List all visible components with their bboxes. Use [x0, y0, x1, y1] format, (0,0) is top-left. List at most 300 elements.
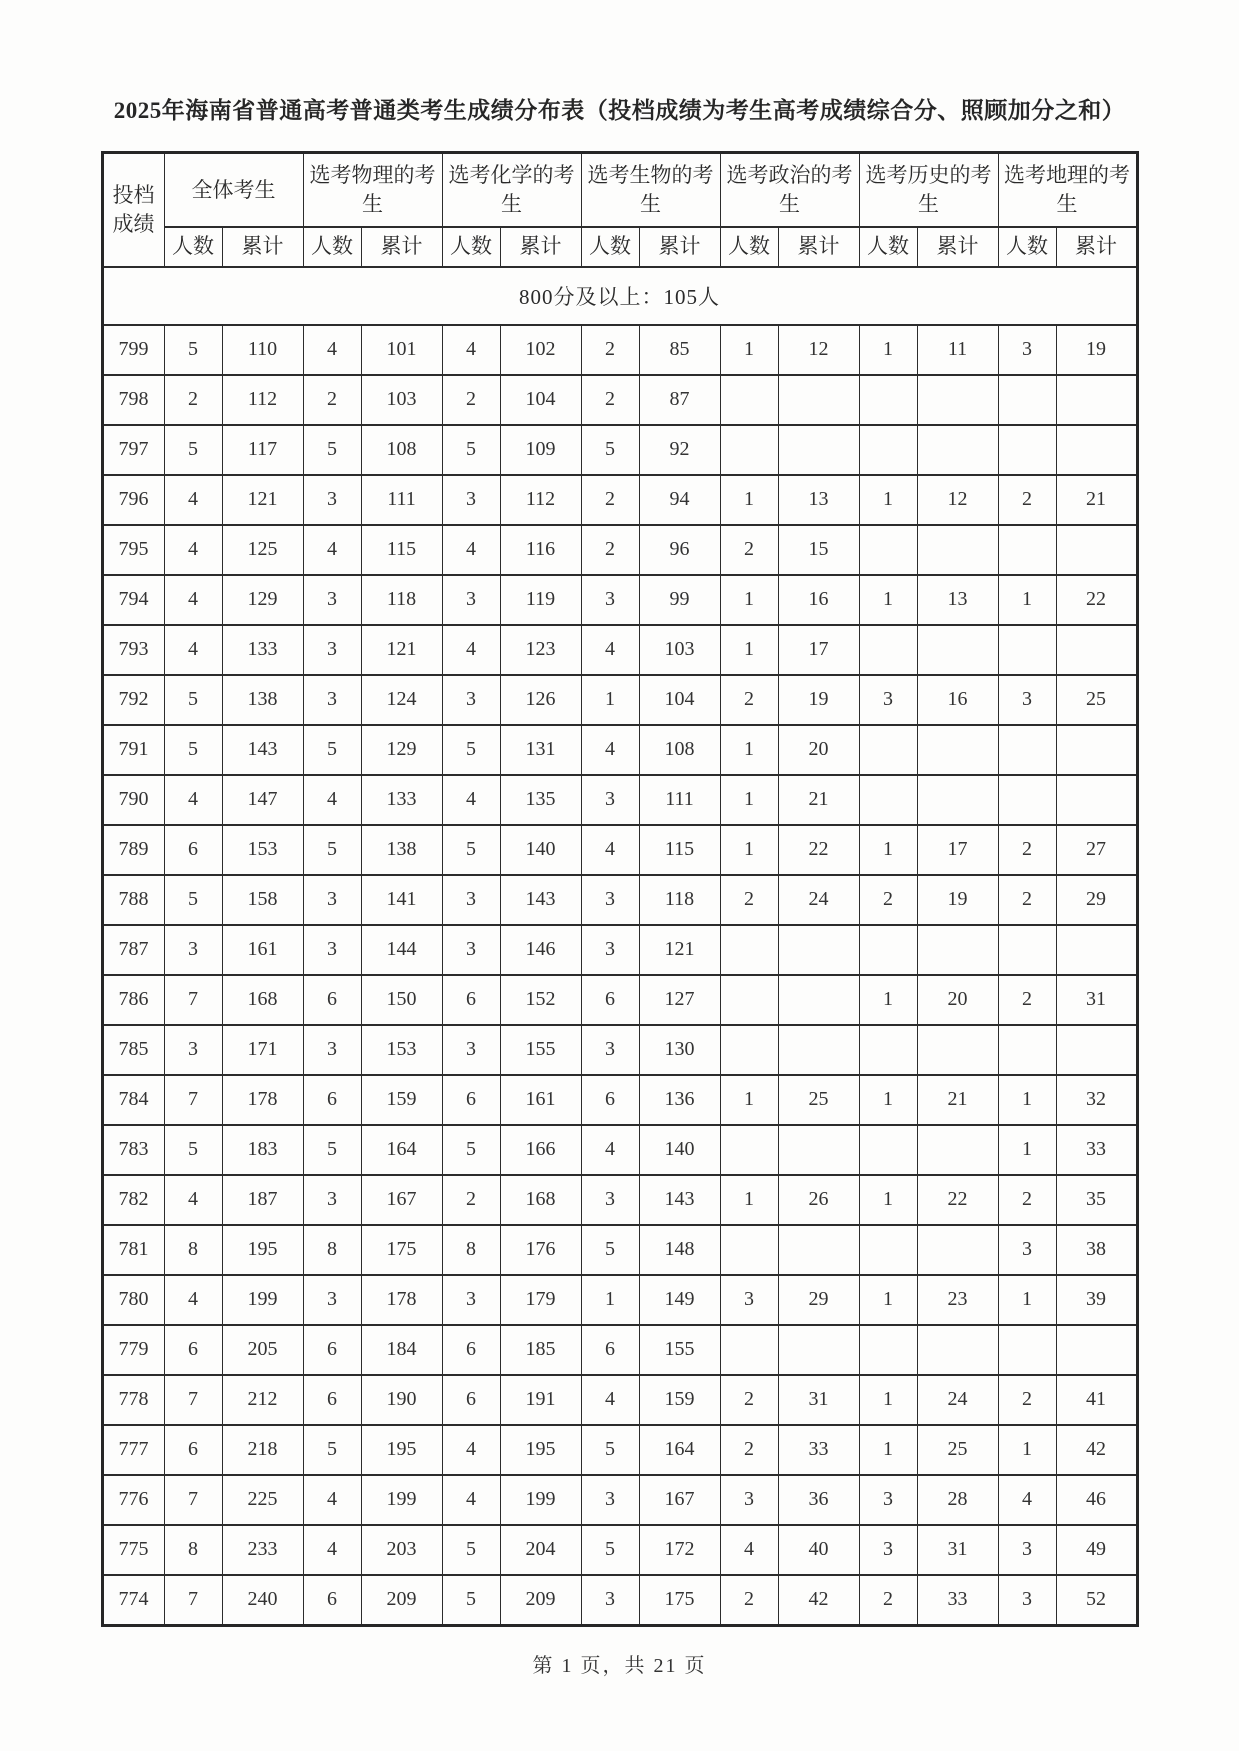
cumulative-cell: 121 [639, 925, 720, 975]
count-cell: 3 [581, 1475, 639, 1525]
cumulative-cell: 153 [361, 1025, 442, 1075]
subheader-count: 人数 [998, 227, 1056, 267]
count-cell: 2 [720, 1425, 778, 1475]
score-row [102, 1275, 1137, 1325]
cumulative-cell [1056, 775, 1137, 825]
cumulative-cell: 123 [500, 625, 581, 675]
cumulative-cell: 144 [361, 925, 442, 975]
page-number-footer: 第 1 页，共 21 页 [532, 1654, 707, 1677]
count-cell: 6 [581, 1325, 639, 1375]
cumulative-cell: 25 [778, 1075, 859, 1125]
count-cell: 3 [998, 1225, 1056, 1275]
count-cell: 5 [303, 825, 361, 875]
cumulative-cell: 155 [639, 1325, 720, 1375]
cumulative-cell: 15 [778, 525, 859, 575]
score-row [102, 1325, 1137, 1375]
count-cell: 2 [998, 1175, 1056, 1225]
subheader-count: 人数 [164, 227, 222, 267]
count-cell [998, 625, 1056, 675]
cumulative-cell: 24 [917, 1375, 998, 1425]
cumulative-cell: 119 [500, 575, 581, 625]
count-cell: 1 [859, 325, 917, 375]
score-row [102, 1225, 1137, 1275]
score-row [102, 625, 1137, 675]
count-cell: 2 [581, 325, 639, 375]
count-cell: 4 [164, 625, 222, 675]
cumulative-cell: 118 [639, 875, 720, 925]
cumulative-cell [917, 1225, 998, 1275]
count-cell: 4 [442, 775, 500, 825]
cumulative-cell: 112 [500, 475, 581, 525]
cumulative-cell [1056, 1325, 1137, 1375]
cumulative-cell: 87 [639, 375, 720, 425]
header-score-column: 投档成绩 [102, 153, 164, 267]
count-cell: 1 [720, 725, 778, 775]
count-cell: 1 [859, 1375, 917, 1425]
count-cell: 6 [581, 975, 639, 1025]
cumulative-cell: 39 [1056, 1275, 1137, 1325]
count-cell: 2 [998, 875, 1056, 925]
cumulative-cell: 46 [1056, 1475, 1137, 1525]
cumulative-cell: 111 [639, 775, 720, 825]
count-cell [720, 1325, 778, 1375]
score-row [102, 575, 1137, 625]
count-cell: 3 [581, 1025, 639, 1075]
subheader-cumulative: 累计 [639, 227, 720, 267]
cumulative-cell: 102 [500, 325, 581, 375]
cumulative-cell: 12 [917, 475, 998, 525]
count-cell: 4 [164, 475, 222, 525]
score-row [102, 1075, 1137, 1125]
score-cell: 777 [102, 1425, 164, 1475]
count-cell: 4 [442, 325, 500, 375]
count-cell: 4 [442, 525, 500, 575]
cumulative-cell: 52 [1056, 1575, 1137, 1626]
cumulative-cell: 22 [917, 1175, 998, 1225]
count-cell: 5 [442, 1575, 500, 1626]
cumulative-cell: 209 [500, 1575, 581, 1626]
score-row [102, 1025, 1137, 1075]
count-cell: 4 [720, 1525, 778, 1575]
cumulative-cell: 150 [361, 975, 442, 1025]
cumulative-cell: 111 [361, 475, 442, 525]
cumulative-cell: 104 [500, 375, 581, 425]
cumulative-cell [778, 1325, 859, 1375]
score-row [102, 375, 1137, 425]
count-cell: 4 [303, 325, 361, 375]
cumulative-cell: 42 [1056, 1425, 1137, 1475]
count-cell: 5 [581, 1425, 639, 1475]
table-body [102, 267, 1137, 1626]
count-cell: 1 [720, 1175, 778, 1225]
cumulative-cell [1056, 525, 1137, 575]
count-cell: 4 [581, 625, 639, 675]
count-cell: 2 [998, 825, 1056, 875]
cumulative-cell [778, 425, 859, 475]
cumulative-cell: 168 [222, 975, 303, 1025]
cumulative-cell: 24 [778, 875, 859, 925]
cumulative-cell: 12 [778, 325, 859, 375]
cumulative-cell: 35 [1056, 1175, 1137, 1225]
count-cell: 4 [164, 775, 222, 825]
count-cell: 4 [164, 525, 222, 575]
cumulative-cell: 225 [222, 1475, 303, 1525]
count-cell: 3 [164, 1025, 222, 1075]
cumulative-cell: 158 [222, 875, 303, 925]
cumulative-cell [778, 1125, 859, 1175]
score-cell: 782 [102, 1175, 164, 1225]
count-cell: 4 [581, 1375, 639, 1425]
count-cell: 2 [164, 375, 222, 425]
cumulative-cell: 27 [1056, 825, 1137, 875]
cumulative-cell: 21 [778, 775, 859, 825]
subheader-count: 人数 [859, 227, 917, 267]
count-cell: 4 [303, 1475, 361, 1525]
cumulative-cell: 204 [500, 1525, 581, 1575]
cumulative-cell: 183 [222, 1125, 303, 1175]
cumulative-cell: 21 [1056, 475, 1137, 525]
cumulative-cell: 146 [500, 925, 581, 975]
count-cell [998, 375, 1056, 425]
count-cell: 3 [581, 1175, 639, 1225]
cumulative-cell [778, 375, 859, 425]
score-row [102, 825, 1137, 875]
count-cell: 1 [720, 775, 778, 825]
cumulative-cell: 149 [639, 1275, 720, 1325]
score-row [102, 1525, 1137, 1575]
score-row [102, 475, 1137, 525]
score-cell: 788 [102, 875, 164, 925]
count-cell [859, 375, 917, 425]
score-cell: 793 [102, 625, 164, 675]
cumulative-cell: 199 [361, 1475, 442, 1525]
cumulative-cell: 171 [222, 1025, 303, 1075]
subheader-count: 人数 [581, 227, 639, 267]
cumulative-cell: 141 [361, 875, 442, 925]
count-cell: 4 [303, 775, 361, 825]
score-row [102, 325, 1137, 375]
cumulative-cell: 22 [778, 825, 859, 875]
count-cell: 3 [303, 925, 361, 975]
count-cell: 3 [303, 875, 361, 925]
cumulative-cell: 117 [222, 425, 303, 475]
cumulative-cell: 129 [361, 725, 442, 775]
cumulative-cell [778, 925, 859, 975]
cumulative-cell: 185 [500, 1325, 581, 1375]
cumulative-cell: 103 [361, 375, 442, 425]
count-cell: 1 [581, 675, 639, 725]
table-header [102, 153, 1137, 267]
count-cell: 6 [303, 1575, 361, 1626]
cumulative-cell: 153 [222, 825, 303, 875]
cumulative-cell: 178 [222, 1075, 303, 1125]
count-cell: 4 [581, 725, 639, 775]
count-cell: 2 [581, 475, 639, 525]
cumulative-cell [1056, 725, 1137, 775]
cumulative-cell: 195 [500, 1425, 581, 1475]
count-cell: 6 [164, 1325, 222, 1375]
cumulative-cell: 17 [917, 825, 998, 875]
cumulative-cell: 167 [639, 1475, 720, 1525]
count-cell: 3 [303, 475, 361, 525]
cumulative-cell: 184 [361, 1325, 442, 1375]
cumulative-cell: 129 [222, 575, 303, 625]
cumulative-cell: 175 [361, 1225, 442, 1275]
cumulative-cell [917, 625, 998, 675]
score-row [102, 775, 1137, 825]
count-cell: 4 [581, 825, 639, 875]
count-cell: 2 [581, 375, 639, 425]
count-cell: 7 [164, 1475, 222, 1525]
cumulative-cell: 41 [1056, 1375, 1137, 1425]
score-cell: 792 [102, 675, 164, 725]
cumulative-cell: 22 [1056, 575, 1137, 625]
cumulative-cell: 133 [361, 775, 442, 825]
cumulative-cell [917, 925, 998, 975]
cumulative-cell [1056, 375, 1137, 425]
count-cell [859, 925, 917, 975]
score-cell: 785 [102, 1025, 164, 1075]
count-cell: 6 [303, 1375, 361, 1425]
count-cell: 1 [859, 1075, 917, 1125]
count-cell: 1 [859, 975, 917, 1025]
count-cell: 5 [442, 1125, 500, 1175]
count-cell [720, 975, 778, 1025]
count-cell: 1 [859, 575, 917, 625]
cumulative-cell [1056, 925, 1137, 975]
count-cell [998, 775, 1056, 825]
cumulative-cell: 29 [1056, 875, 1137, 925]
score-row [102, 925, 1137, 975]
count-cell: 1 [720, 1075, 778, 1125]
count-cell: 1 [998, 575, 1056, 625]
cumulative-cell: 49 [1056, 1525, 1137, 1575]
count-cell: 3 [720, 1475, 778, 1525]
count-cell: 8 [442, 1225, 500, 1275]
score-row [102, 875, 1137, 925]
cumulative-cell: 25 [917, 1425, 998, 1475]
count-cell: 5 [442, 1525, 500, 1575]
count-cell [859, 1125, 917, 1175]
count-cell [720, 425, 778, 475]
subheader-cumulative: 累计 [500, 227, 581, 267]
score-cell: 774 [102, 1575, 164, 1626]
count-cell: 2 [998, 975, 1056, 1025]
cumulative-cell: 166 [500, 1125, 581, 1175]
score-cell: 778 [102, 1375, 164, 1425]
score-cell: 798 [102, 375, 164, 425]
score-cell: 797 [102, 425, 164, 475]
cumulative-cell: 240 [222, 1575, 303, 1626]
cumulative-cell: 116 [500, 525, 581, 575]
count-cell: 3 [581, 925, 639, 975]
subheader-count: 人数 [720, 227, 778, 267]
count-cell: 3 [303, 1275, 361, 1325]
cumulative-cell: 147 [222, 775, 303, 825]
count-cell [998, 1325, 1056, 1375]
cumulative-cell [917, 775, 998, 825]
count-cell [998, 1025, 1056, 1075]
cumulative-cell: 104 [639, 675, 720, 725]
cumulative-cell: 36 [778, 1475, 859, 1525]
cumulative-cell: 33 [778, 1425, 859, 1475]
count-cell [859, 1325, 917, 1375]
cumulative-cell: 135 [500, 775, 581, 825]
score-cell: 789 [102, 825, 164, 875]
count-cell: 3 [442, 675, 500, 725]
cumulative-cell: 115 [639, 825, 720, 875]
count-cell: 3 [442, 1275, 500, 1325]
count-cell [720, 1125, 778, 1175]
count-cell: 3 [998, 1525, 1056, 1575]
count-cell [859, 775, 917, 825]
score-cell: 776 [102, 1475, 164, 1525]
cumulative-cell: 187 [222, 1175, 303, 1225]
cumulative-cell: 103 [639, 625, 720, 675]
cumulative-cell: 31 [778, 1375, 859, 1425]
cumulative-cell [917, 525, 998, 575]
count-cell: 6 [581, 1075, 639, 1125]
count-cell: 2 [303, 375, 361, 425]
score-cell: 794 [102, 575, 164, 625]
count-cell: 5 [303, 1125, 361, 1175]
cumulative-cell: 125 [222, 525, 303, 575]
cumulative-cell: 110 [222, 325, 303, 375]
count-cell: 3 [442, 875, 500, 925]
score-cell: 775 [102, 1525, 164, 1575]
cumulative-cell: 199 [500, 1475, 581, 1525]
cumulative-cell [917, 725, 998, 775]
cumulative-cell: 25 [1056, 675, 1137, 725]
cumulative-cell: 175 [639, 1575, 720, 1626]
cumulative-cell: 40 [778, 1525, 859, 1575]
score-cell: 784 [102, 1075, 164, 1125]
cumulative-cell: 92 [639, 425, 720, 475]
cumulative-cell: 96 [639, 525, 720, 575]
count-cell [859, 725, 917, 775]
cumulative-cell: 133 [222, 625, 303, 675]
count-cell: 8 [164, 1525, 222, 1575]
count-cell: 3 [442, 475, 500, 525]
count-cell: 6 [303, 1075, 361, 1125]
count-cell: 1 [998, 1425, 1056, 1475]
count-cell: 2 [720, 675, 778, 725]
header-group-biology: 选考生物的考生 [581, 153, 720, 227]
cumulative-cell: 28 [917, 1475, 998, 1525]
cumulative-cell: 121 [222, 475, 303, 525]
header-group-all-candidates: 全体考生 [164, 153, 303, 227]
score-cell: 795 [102, 525, 164, 575]
count-cell: 4 [442, 625, 500, 675]
count-cell [720, 375, 778, 425]
score-row [102, 425, 1137, 475]
cumulative-cell: 164 [361, 1125, 442, 1175]
count-cell: 1 [581, 1275, 639, 1325]
subheader-cumulative: 累计 [222, 227, 303, 267]
score-row [102, 1125, 1137, 1175]
cumulative-cell: 168 [500, 1175, 581, 1225]
count-cell: 1 [998, 1125, 1056, 1175]
cumulative-cell [917, 1325, 998, 1375]
cumulative-cell [917, 1025, 998, 1075]
cumulative-cell: 199 [222, 1275, 303, 1325]
count-cell: 5 [581, 1525, 639, 1575]
count-cell: 1 [720, 325, 778, 375]
count-cell [859, 625, 917, 675]
count-cell: 3 [998, 325, 1056, 375]
cumulative-cell: 203 [361, 1525, 442, 1575]
count-cell: 3 [859, 675, 917, 725]
count-cell: 1 [859, 475, 917, 525]
subheader-count: 人数 [442, 227, 500, 267]
count-cell [998, 725, 1056, 775]
score-cell: 780 [102, 1275, 164, 1325]
count-cell: 5 [581, 1225, 639, 1275]
count-cell [859, 1025, 917, 1075]
count-cell: 3 [859, 1475, 917, 1525]
cumulative-cell [778, 1225, 859, 1275]
count-cell: 5 [303, 425, 361, 475]
cumulative-cell: 112 [222, 375, 303, 425]
count-cell: 7 [164, 975, 222, 1025]
cumulative-cell: 172 [639, 1525, 720, 1575]
cumulative-cell: 16 [778, 575, 859, 625]
group-header-row [102, 153, 1137, 227]
cumulative-cell: 152 [500, 975, 581, 1025]
count-cell: 5 [164, 425, 222, 475]
score-row [102, 525, 1137, 575]
count-cell: 3 [303, 575, 361, 625]
cumulative-cell [917, 1125, 998, 1175]
cumulative-cell: 167 [361, 1175, 442, 1225]
cumulative-cell: 16 [917, 675, 998, 725]
subheader-cumulative: 累计 [778, 227, 859, 267]
count-cell: 2 [859, 1575, 917, 1626]
count-cell: 5 [303, 1425, 361, 1475]
count-cell: 3 [303, 1175, 361, 1225]
count-cell: 3 [581, 775, 639, 825]
cumulative-cell: 101 [361, 325, 442, 375]
score-row [102, 1425, 1137, 1475]
subheader-cumulative: 累计 [361, 227, 442, 267]
sub-header-row [102, 227, 1137, 267]
cumulative-cell: 32 [1056, 1075, 1137, 1125]
count-cell: 6 [442, 975, 500, 1025]
score-cell: 781 [102, 1225, 164, 1275]
count-cell: 1 [859, 825, 917, 875]
count-cell [720, 1025, 778, 1075]
cumulative-cell [1056, 625, 1137, 675]
score-cell: 791 [102, 725, 164, 775]
count-cell: 4 [164, 1175, 222, 1225]
score-cell: 796 [102, 475, 164, 525]
count-cell: 2 [720, 525, 778, 575]
cumulative-cell: 143 [639, 1175, 720, 1225]
count-cell [998, 425, 1056, 475]
cumulative-cell: 29 [778, 1275, 859, 1325]
cumulative-cell: 143 [222, 725, 303, 775]
count-cell: 6 [303, 975, 361, 1025]
cumulative-cell: 138 [222, 675, 303, 725]
cumulative-cell: 161 [500, 1075, 581, 1125]
count-cell: 6 [442, 1325, 500, 1375]
count-cell: 3 [303, 675, 361, 725]
cumulative-cell: 94 [639, 475, 720, 525]
count-cell: 6 [442, 1375, 500, 1425]
count-cell: 1 [859, 1175, 917, 1225]
count-cell: 1 [859, 1275, 917, 1325]
count-cell: 4 [164, 1275, 222, 1325]
